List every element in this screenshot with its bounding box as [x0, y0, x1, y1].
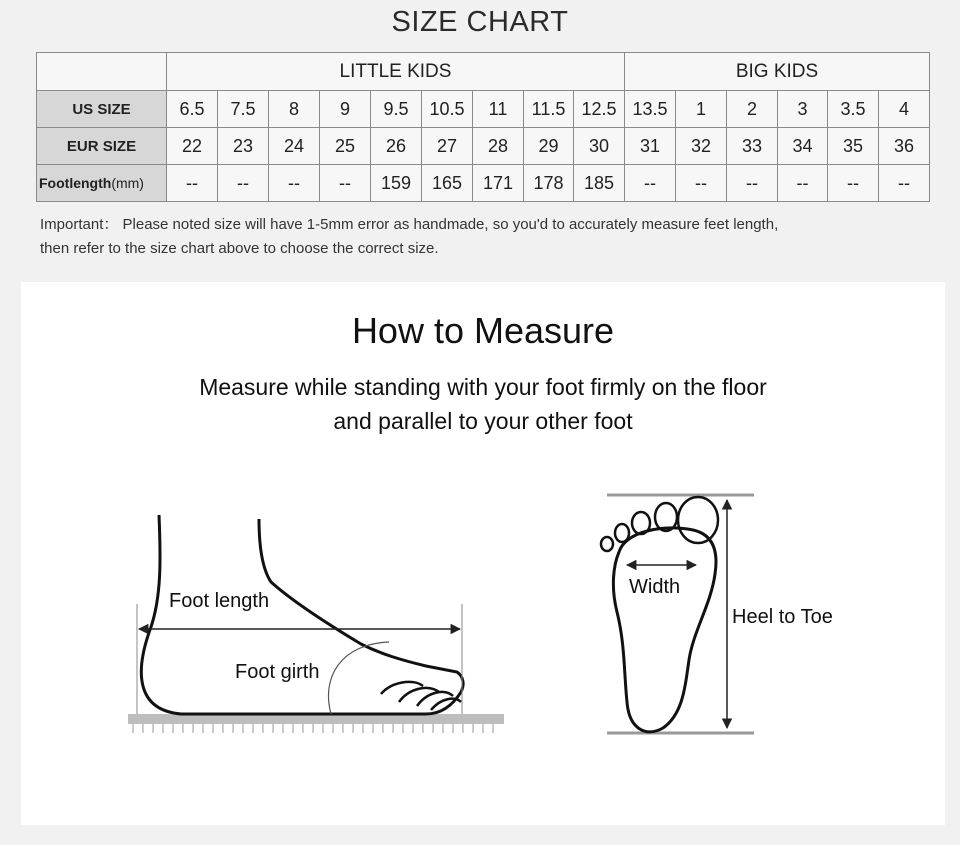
eur-size-cell: 26 [371, 128, 422, 165]
eur-size-cell: 34 [778, 128, 828, 165]
us-size-cell: 3.5 [828, 91, 879, 128]
us-size-cell: 10.5 [422, 91, 473, 128]
us-size-cell: 12.5 [574, 91, 625, 128]
note-line-2: then refer to the size chart above to choose the correct size. [40, 240, 439, 257]
footlength-cell: -- [676, 165, 727, 202]
group-big-kids: BIG KIDS [625, 53, 930, 91]
us-size-cell: 8 [269, 91, 320, 128]
toe-little [601, 537, 613, 551]
size-chart-title: SIZE CHART [391, 6, 569, 38]
footlength-label [37, 165, 167, 202]
eur-size-cell: 24 [269, 128, 320, 165]
heel-to-toe-label: Heel to Toe [732, 606, 833, 628]
eur-size-cell: 25 [320, 128, 371, 165]
footlength-cell: 165 [422, 165, 473, 202]
eur-size-cell: 22 [167, 128, 218, 165]
footlength-cell: -- [778, 165, 828, 202]
footlength-cell: 185 [574, 165, 625, 202]
size-chart-table [36, 52, 930, 202]
us-size-cell: 9.5 [371, 91, 422, 128]
footlength-label-text: Footlength [39, 175, 112, 191]
us-size-cell: 11 [473, 91, 524, 128]
us-size-cell: 9 [320, 91, 371, 128]
eur-size-cell: 29 [524, 128, 574, 165]
sole-outline [613, 528, 716, 732]
us-size-cell: 4 [879, 91, 930, 128]
footlength-cell: -- [320, 165, 371, 202]
footlength-cell: -- [218, 165, 269, 202]
footlength-row [37, 165, 930, 202]
eur-size-cell: 28 [473, 128, 524, 165]
eur-size-label: EUR SIZE [37, 128, 167, 165]
us-size-cell: 1 [676, 91, 727, 128]
eur-size-row [37, 128, 930, 165]
footlength-cell: 159 [371, 165, 422, 202]
side-foot-illustration [128, 515, 504, 733]
toe-third [632, 512, 650, 534]
eur-size-cell: 27 [422, 128, 473, 165]
footlength-cell: -- [879, 165, 930, 202]
us-size-row [37, 91, 930, 128]
us-size-cell: 2 [727, 91, 778, 128]
group-little-kids: LITTLE KIDS [167, 53, 625, 91]
us-size-cell: 11.5 [524, 91, 574, 128]
footlength-cell: -- [167, 165, 218, 202]
footlength-cell: 171 [473, 165, 524, 202]
footlength-cell: -- [269, 165, 320, 202]
eur-size-cell: 33 [727, 128, 778, 165]
how-to-title: How to Measure [351, 310, 615, 351]
footprint-illustration [601, 495, 833, 733]
width-label: Width [629, 576, 681, 598]
toe-big [678, 497, 718, 543]
us-size-cell: 6.5 [167, 91, 218, 128]
foot-girth-label: Foot girth [235, 661, 320, 683]
how-to-measure-panel [21, 282, 945, 825]
important-note [40, 213, 920, 261]
corner-cell [37, 53, 167, 91]
foot-length-label: Foot length [169, 590, 270, 612]
eur-size-cell: 36 [879, 128, 930, 165]
footlength-cell: -- [727, 165, 778, 202]
us-size-cell: 13.5 [625, 91, 676, 128]
footlength-cell: -- [625, 165, 676, 202]
footlength-cell: 178 [524, 165, 574, 202]
eur-size-cell: 31 [625, 128, 676, 165]
us-size-label: US SIZE [37, 91, 167, 128]
foot-outline [141, 515, 463, 714]
eur-size-cell: 32 [676, 128, 727, 165]
subtitle-line-1: Measure while standing with your foot firmly on the floor [199, 374, 767, 400]
eur-size-cell: 35 [828, 128, 879, 165]
eur-size-cell: 23 [218, 128, 269, 165]
footlength-cell: -- [828, 165, 879, 202]
note-line-1: Important： Please noted size will have 1-5mm error as handmade, so you'd to accurately measure feet length, [40, 216, 779, 233]
floor-strip [128, 714, 504, 733]
subtitle-line-2: and parallel to your other foot [333, 408, 633, 434]
footlength-unit: (mm) [111, 175, 144, 191]
toe-fourth [615, 524, 629, 542]
us-size-cell: 3 [778, 91, 828, 128]
eur-size-cell: 30 [574, 128, 625, 165]
group-header-row [37, 53, 930, 91]
measure-diagrams [21, 282, 945, 825]
us-size-cell: 7.5 [218, 91, 269, 128]
